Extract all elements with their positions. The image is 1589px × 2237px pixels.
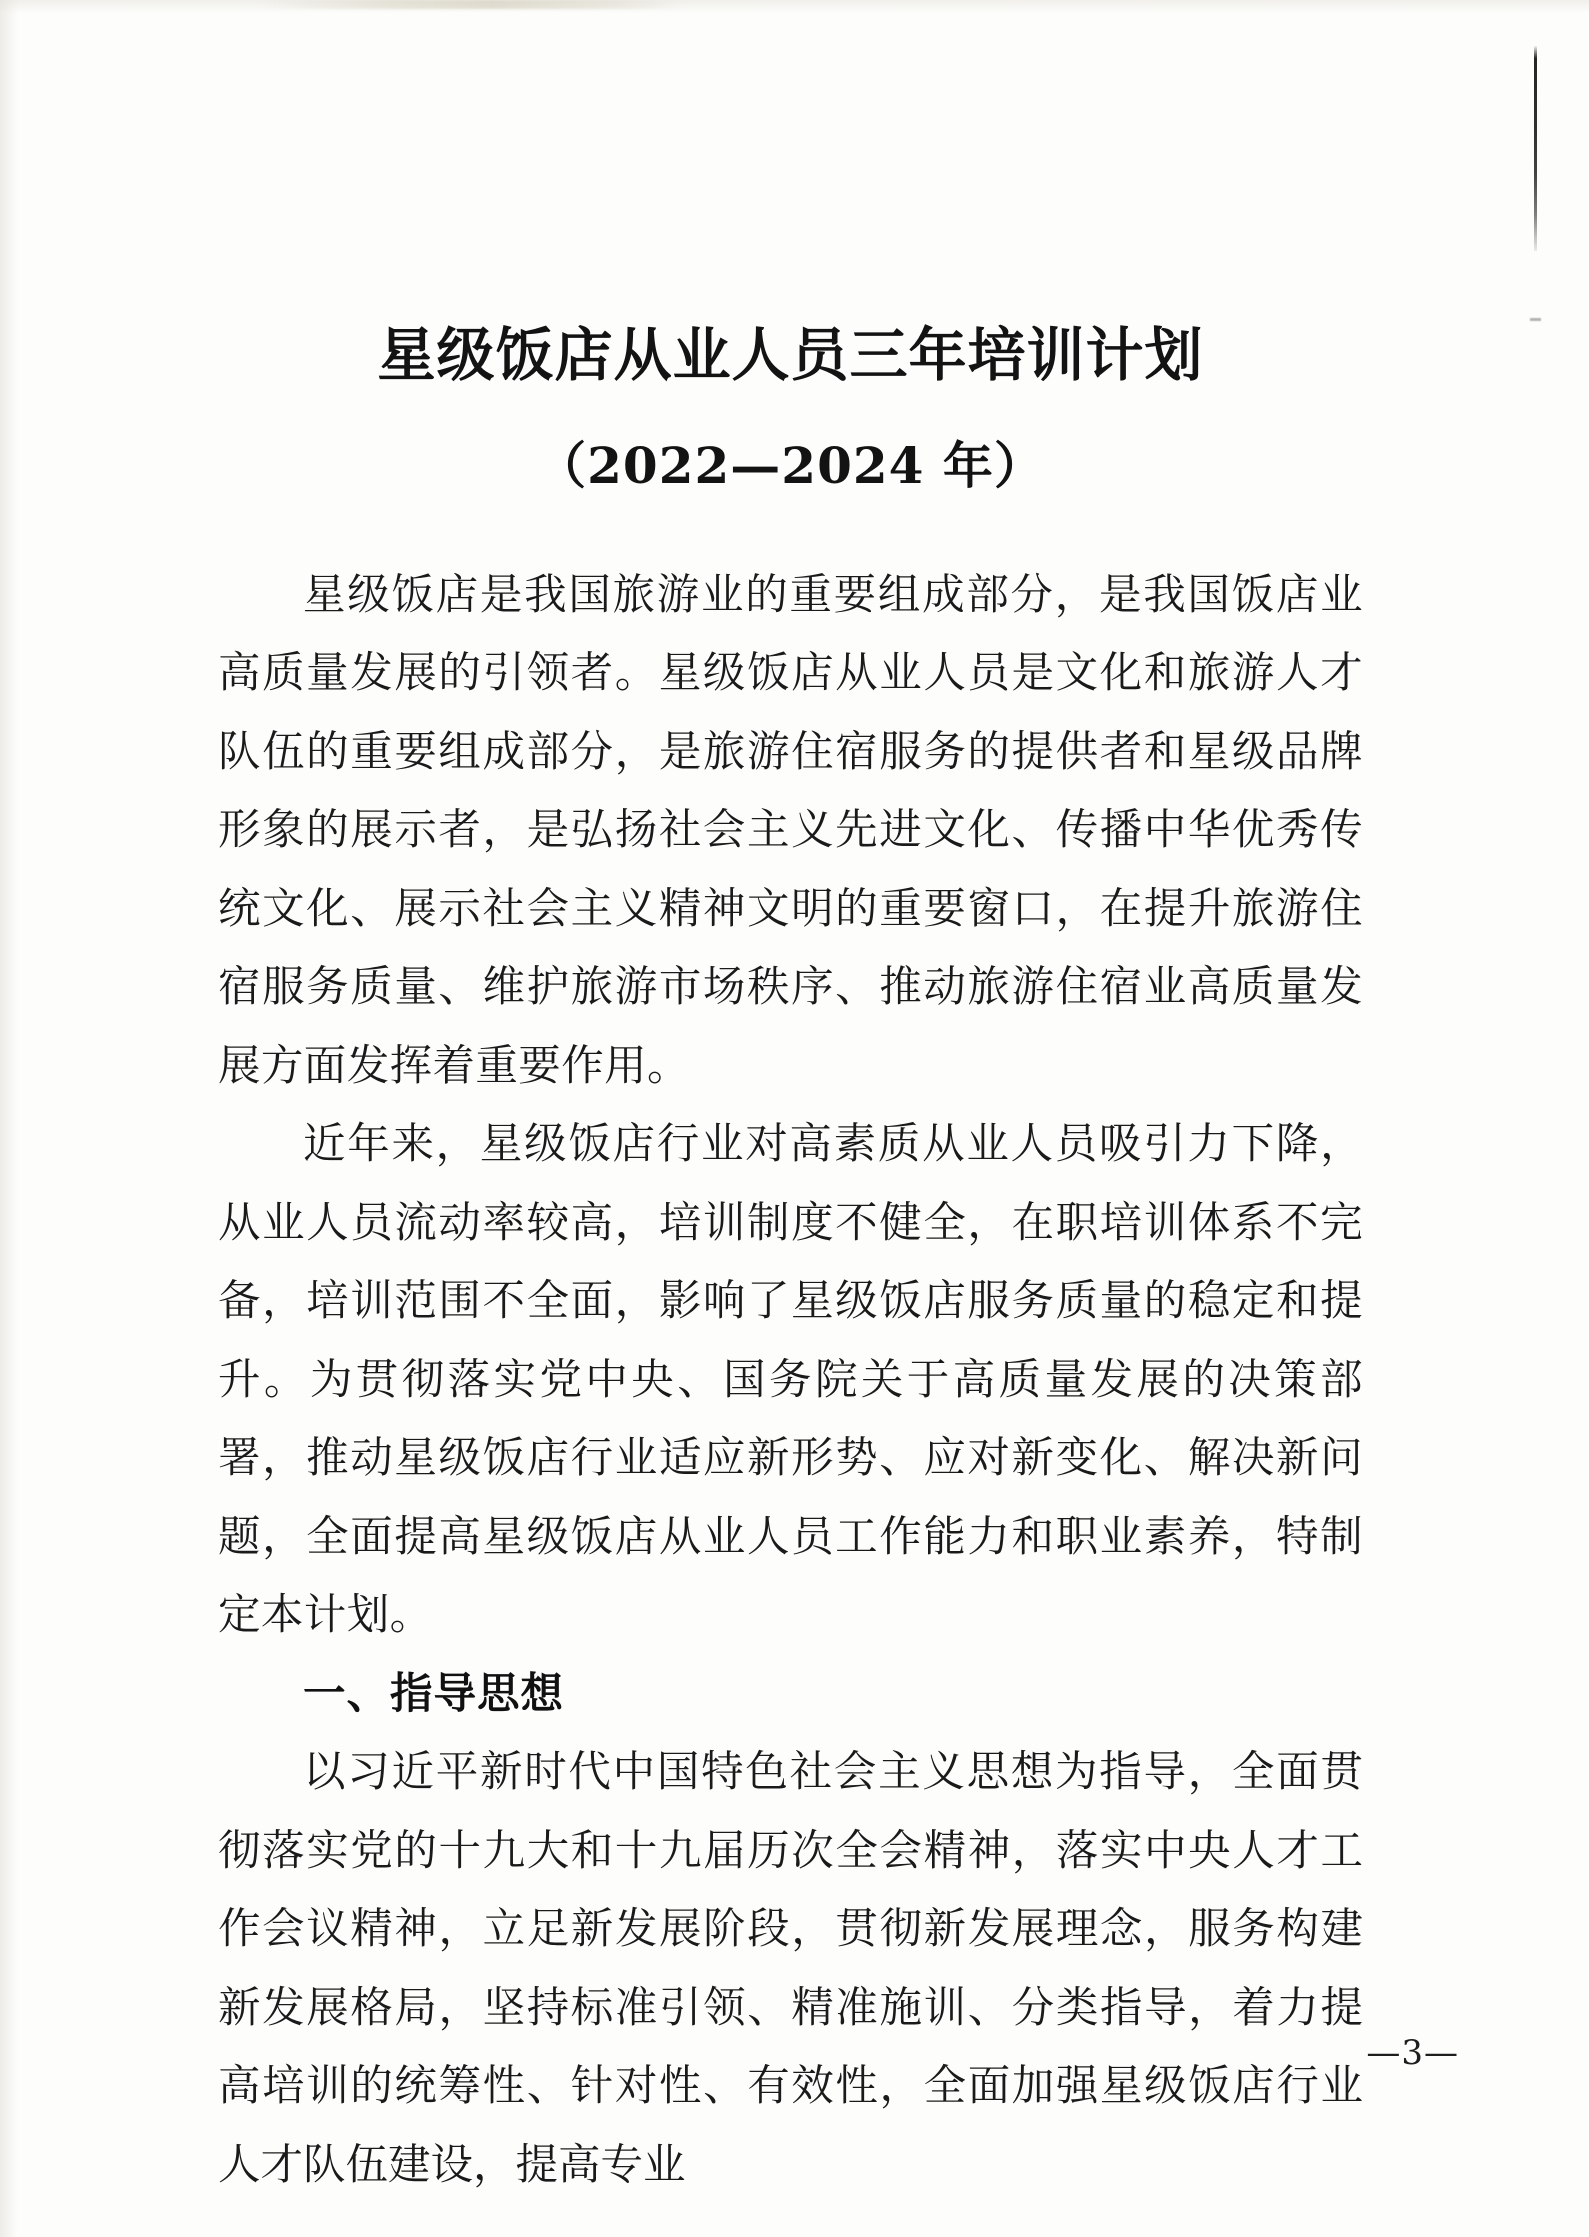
- paragraph-current-issues: 近年来，星级饭店行业对高素质从业人员吸引力下降，从业人员流动率较高，培训制度不健全，在职培训体系不完备，培训范围不全面，影响了星级饭店服务质量的稳定和提升。为贯彻落实党中央、国务院关于高质量发展的决策部署，推动星级饭店行业适应新形势、应对新变化、解决新问题，全面提高星级饭店从业人员工作能力和职业素养，特制定本计划。: [218, 1120, 1363, 1641]
- paragraph-intro-role: 星级饭店是我国旅游业的重要组成部分，是我国饭店业高质量发展的引领者。星级饭店从业人员是文化和旅游人才队伍的重要组成部分，是旅游住宿服务的提供者和星级品牌形象的展示者，是弘扬社会主义先进文化、传播中华优秀传统文化、展示社会主义精神文明的重要窗口，在提升旅游住宿服务质量、维护旅游市场秩序、推动旅游住宿业高质量发展方面发挥着重要作用。: [218, 570, 1363, 1091]
- page-number: —3—: [1366, 2033, 1459, 2073]
- paragraph-guiding-ideology: 以习近平新时代中国特色社会主义思想为指导，全面贯彻落实党的十九大和十九届历次全会精神，落实中央人才工作会议精神，立足新发展阶段，贯彻新发展理念，服务构建新发展格局，坚持标准引领、精准施训、分类指导，着力提高培训的统筹性、针对性、有效性，全面加强星级饭店行业人才队伍建设，提高专业: [218, 1748, 1363, 2190]
- section-heading-guiding-ideology: 一、指导思想: [303, 1669, 565, 1719]
- page-content: [218, 0, 1363, 2237]
- document-body: [218, 557, 1363, 2206]
- scan-edge-shadow-left: [0, 0, 18, 2237]
- page-title-subline: （2022—2024 年）: [536, 435, 1045, 495]
- scan-speck-artifact: [1530, 318, 1541, 321]
- page-title: 星级饭店从业人员三年培训计划: [377, 321, 1204, 389]
- scan-streak-artifact: [1534, 46, 1537, 251]
